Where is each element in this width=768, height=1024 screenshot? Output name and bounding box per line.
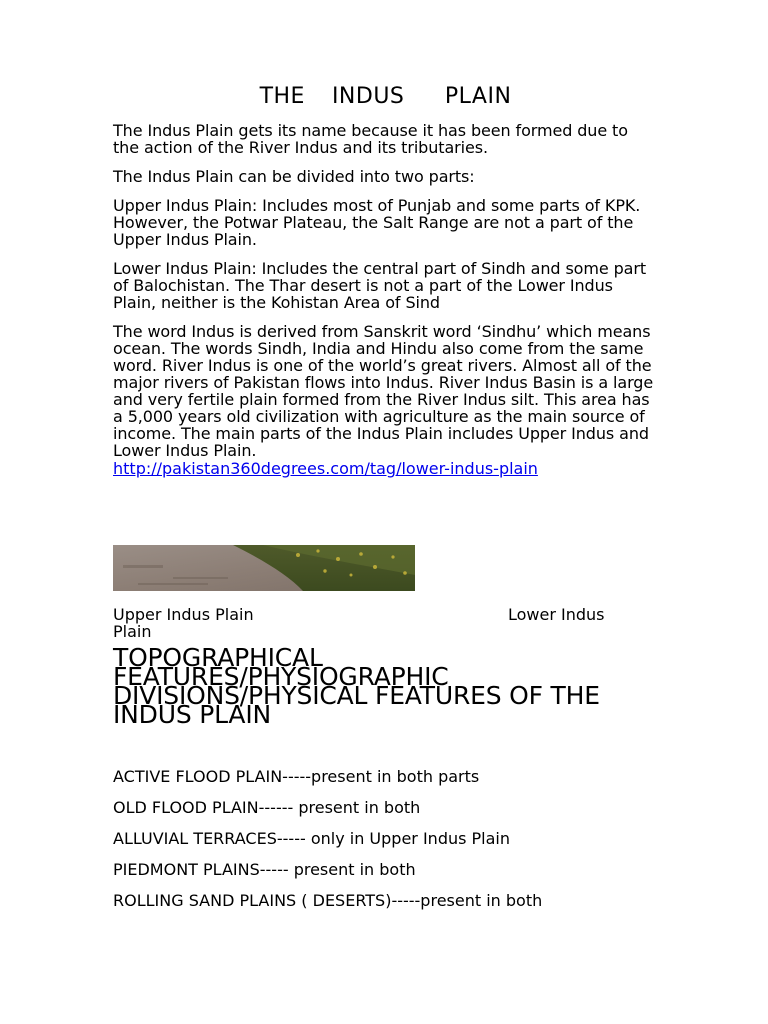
feature-list bbox=[113, 768, 658, 923]
paragraph-divisions: The Indus Plain can be divided into two parts: bbox=[113, 167, 475, 186]
feature-item: OLD FLOOD PLAIN------ present in both bbox=[113, 798, 421, 817]
section-heading: TOPOGRAPHICAL FEATURES/PHYSIOGRAPHIC DIVISIONS/PHYSICAL FEATURES OF THE INDUS PLAIN bbox=[113, 643, 600, 729]
caption-lower-continuation: Plain bbox=[113, 622, 152, 641]
plain-photo bbox=[113, 545, 415, 591]
feature-item: ALLUVIAL TERRACES----- only in Upper Indus Plain bbox=[113, 829, 511, 848]
document-body bbox=[113, 84, 658, 478]
paragraph-lower-indus: Lower Indus Plain: Includes the central part of Sindh and some part of Balochistan. The Thar desert is not a part of the Lower Indus Plain, neither is the Kohistan Area of Sind bbox=[113, 259, 647, 312]
feature-item: ROLLING SAND PLAINS ( DESERTS)-----present in both bbox=[113, 891, 543, 910]
paragraph-etymology: The word Indus is derived from Sanskrit word ‘Sindhu’ which means ocean. The words Sindh, India and Hindu also come from the same word. River Indus is one of the world’s great rivers. Almost all of the major rivers of Pakistan flows into Indus. River Indus Basin is a large and very fertile plain formed from the River Indus silt. This area has a 5,000 years old civilization with agriculture as the main source of income. The main parts of the Indus Plain includes Upper Indus and Lower Indus Plain. bbox=[113, 322, 654, 460]
caption-lower: Lower Indus bbox=[508, 605, 605, 624]
paragraph-upper-indus: Upper Indus Plain: Includes most of Punjab and some parts of KPK. However, the Potwar Plateau, the Salt Range are not a part of the Upper Indus Plain. bbox=[113, 196, 641, 249]
caption-upper: Upper Indus Plain bbox=[113, 605, 254, 624]
feature-item: ACTIVE FLOOD PLAIN-----present in both parts bbox=[113, 767, 480, 786]
feature-item: PIEDMONT PLAINS----- present in both bbox=[113, 860, 416, 879]
photo-captions bbox=[113, 606, 658, 640]
page-title: THE INDUS PLAIN bbox=[259, 84, 512, 109]
paragraph-intro: The Indus Plain gets its name because it has been formed due to the action of the River Indus and its tributaries. bbox=[113, 121, 628, 157]
source-link[interactable]: http://pakistan360degrees.com/tag/lower-indus-plain bbox=[113, 459, 538, 478]
